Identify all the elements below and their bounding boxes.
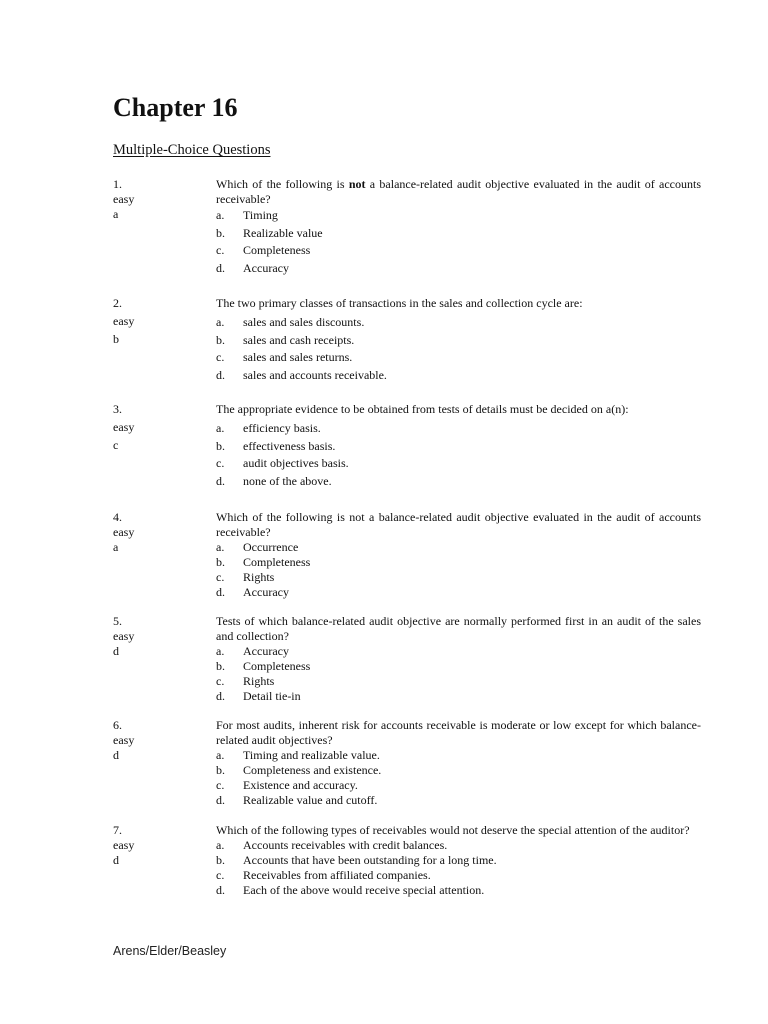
question-stem: The two primary classes of transactions in the sales and collection cycle are: — [216, 296, 583, 310]
section-title: Multiple-Choice Questions — [113, 142, 271, 158]
option-b — [216, 659, 701, 674]
question-meta — [113, 402, 203, 456]
option-b — [216, 225, 701, 243]
option-a — [216, 420, 701, 438]
option-text: Timing — [243, 208, 278, 222]
question-stem: Tests of which balance-related audit objective are normally performed first in an audit of the sales and collection? — [216, 614, 701, 643]
option-letter: a. — [216, 208, 225, 222]
option-text: effectiveness basis. — [243, 438, 336, 453]
option-text: sales and sales discounts. — [243, 315, 365, 329]
option-list — [216, 644, 701, 704]
stem-text-before: Which of the following is — [216, 177, 349, 191]
question-meta — [113, 510, 203, 555]
option-d — [216, 883, 701, 898]
question-number: 7. — [113, 823, 122, 837]
question-stem: The appropriate evidence to be obtained from tests of details must be decided on a(n): — [216, 402, 629, 416]
option-b — [216, 438, 701, 456]
option-letter: b. — [216, 332, 225, 347]
option-text: sales and accounts receivable. — [243, 367, 387, 382]
option-a — [216, 838, 701, 853]
option-text: Rights — [243, 570, 275, 584]
option-letter: c. — [216, 350, 225, 364]
option-text: sales and sales returns. — [243, 350, 353, 364]
question-difficulty: easy — [113, 314, 135, 328]
option-a — [216, 314, 701, 332]
option-c — [216, 778, 701, 793]
option-letter: d. — [216, 689, 225, 703]
option-text: audit objectives basis. — [243, 456, 349, 470]
stem-text-bold: not — [348, 177, 366, 191]
option-d — [216, 793, 701, 808]
option-text: Rights — [243, 674, 275, 688]
option-text: Accuracy — [243, 644, 289, 658]
question-body — [216, 510, 701, 600]
question-answer: c — [113, 438, 119, 452]
option-text: Detail tie-in — [243, 689, 301, 703]
option-letter: b. — [216, 555, 225, 569]
option-letter: b. — [216, 438, 225, 453]
option-text: Completeness — [243, 243, 311, 257]
option-text: Realizable value and cutoff. — [243, 793, 378, 807]
option-text: Timing and realizable value. — [243, 748, 380, 762]
option-list — [216, 540, 701, 600]
option-text: Completeness — [243, 659, 311, 673]
option-list — [216, 207, 701, 277]
question-number: 1. — [113, 177, 122, 191]
question-number: 4. — [113, 510, 122, 524]
question-meta — [113, 823, 203, 868]
option-letter: a. — [216, 421, 225, 435]
option-letter: c. — [216, 868, 225, 882]
option-d — [216, 689, 701, 704]
option-text: Accounts that have been outstanding for a long time. — [243, 853, 497, 867]
option-letter: b. — [216, 853, 225, 867]
page-footer: Arens/Elder/Beasley — [113, 944, 227, 958]
option-letter: a. — [216, 315, 225, 329]
question-answer: d — [113, 748, 119, 762]
question-1 — [113, 177, 701, 277]
option-letter: d. — [216, 260, 225, 275]
option-list — [216, 838, 701, 898]
question-2 — [113, 296, 701, 384]
option-a — [216, 207, 701, 225]
option-letter: c. — [216, 243, 225, 257]
option-text: Each of the above would receive special attention. — [243, 883, 485, 897]
option-text: Accuracy — [243, 585, 289, 599]
option-letter: a. — [216, 838, 225, 852]
option-c — [216, 868, 701, 883]
option-c — [216, 674, 701, 689]
option-letter: d. — [216, 367, 225, 382]
option-letter: d. — [216, 473, 225, 488]
option-letter: b. — [216, 763, 225, 777]
option-c — [216, 570, 701, 585]
option-b — [216, 332, 701, 350]
question-body — [216, 402, 701, 490]
question-body — [216, 823, 701, 898]
question-body — [216, 296, 701, 384]
question-answer: d — [113, 644, 119, 658]
question-difficulty: easy — [113, 733, 135, 747]
option-letter: d. — [216, 585, 225, 599]
question-5 — [113, 614, 701, 704]
option-d — [216, 473, 701, 491]
question-number: 5. — [113, 614, 122, 628]
question-meta — [113, 177, 203, 222]
question-stem: Which of the following types of receivables would not deserve the special attention of the auditor? — [216, 823, 690, 837]
option-b — [216, 555, 701, 570]
question-4 — [113, 510, 701, 600]
option-letter: b. — [216, 225, 225, 240]
question-answer: b — [113, 332, 119, 346]
question-difficulty: easy — [113, 420, 135, 434]
option-c — [216, 455, 701, 473]
option-text: efficiency basis. — [243, 421, 321, 435]
option-letter: d. — [216, 793, 225, 807]
question-difficulty: easy — [113, 525, 135, 539]
question-meta — [113, 296, 203, 350]
option-letter: c. — [216, 778, 225, 792]
option-letter: d. — [216, 883, 225, 897]
question-meta — [113, 614, 203, 659]
question-stem — [216, 177, 701, 207]
option-text: Completeness — [243, 555, 311, 569]
option-letter: b. — [216, 659, 225, 673]
question-answer: d — [113, 853, 119, 867]
question-answer: a — [113, 540, 119, 554]
question-body — [216, 177, 701, 277]
option-text: none of the above. — [243, 473, 332, 488]
question-6 — [113, 718, 701, 808]
option-a — [216, 644, 701, 659]
option-list — [216, 314, 701, 384]
question-number: 6. — [113, 718, 122, 732]
option-letter: c. — [216, 570, 225, 584]
option-c — [216, 349, 701, 367]
option-letter: a. — [216, 748, 225, 762]
option-letter: c. — [216, 674, 225, 688]
option-d — [216, 367, 701, 385]
option-text: Accounts receivables with credit balances. — [243, 838, 448, 852]
stem-text-after: a balance-related audit objective evaluated in the audit of accounts receivable? — [216, 177, 701, 206]
option-list — [216, 420, 701, 490]
option-text: Accuracy — [243, 260, 289, 275]
question-3 — [113, 402, 701, 490]
question-answer: a — [113, 207, 119, 221]
option-list — [216, 748, 701, 808]
option-letter: c. — [216, 456, 225, 470]
question-difficulty: easy — [113, 838, 135, 852]
option-d — [216, 260, 701, 278]
question-7 — [113, 823, 701, 898]
question-number: 2. — [113, 296, 122, 310]
option-text: Receivables from affiliated companies. — [243, 868, 431, 882]
chapter-title: Chapter 16 — [113, 93, 238, 122]
option-a — [216, 540, 701, 555]
question-meta — [113, 718, 203, 763]
question-body — [216, 718, 701, 808]
question-number: 3. — [113, 402, 122, 416]
option-d — [216, 585, 701, 600]
question-difficulty: easy — [113, 629, 135, 643]
option-text: Realizable value — [243, 225, 323, 240]
option-b — [216, 853, 701, 868]
option-a — [216, 748, 701, 763]
option-b — [216, 763, 701, 778]
option-text: Occurrence — [243, 540, 299, 554]
question-body — [216, 614, 701, 704]
option-text: Existence and accuracy. — [243, 778, 358, 792]
option-letter: a. — [216, 540, 225, 554]
option-c — [216, 242, 701, 260]
question-difficulty: easy — [113, 192, 135, 206]
option-letter: a. — [216, 644, 225, 658]
question-stem: For most audits, inherent risk for accounts receivable is moderate or low except for which balance-related audit objectives? — [216, 718, 701, 747]
option-text: sales and cash receipts. — [243, 332, 355, 347]
question-stem: Which of the following is not a balance-related audit objective evaluated in the audit of accounts receivable? — [216, 510, 701, 539]
option-text: Completeness and existence. — [243, 763, 382, 777]
